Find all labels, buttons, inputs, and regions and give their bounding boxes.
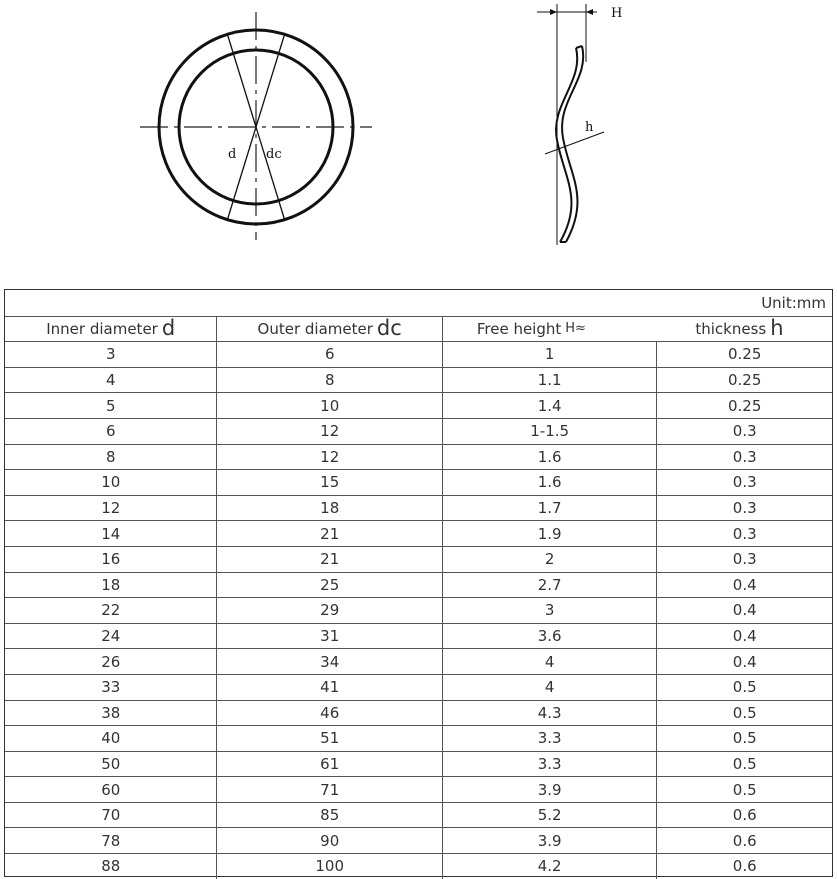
table-row: [5, 597, 832, 623]
table-row: [5, 367, 832, 393]
cell-inner-diameter: 8: [5, 445, 217, 470]
table-row: [5, 700, 832, 726]
cell-thickness: 0.5: [732, 703, 757, 722]
cell-thickness: 0.3: [732, 422, 757, 441]
table-row: [5, 495, 832, 521]
cell-thickness: 0.4: [732, 652, 757, 671]
cell-thickness: 0.6: [732, 806, 757, 825]
table-row: [5, 802, 832, 828]
cell-inner-diameter: 10: [5, 470, 217, 495]
unit-label: Unit:mm: [761, 293, 826, 312]
cell-inner-diameter: 22: [5, 598, 217, 623]
cell-outer-diameter: 34: [217, 649, 442, 674]
header-text: thickness: [695, 319, 767, 338]
cell-inner-diameter: 12: [5, 496, 217, 521]
technical-drawings: [0, 0, 837, 280]
table-body: [5, 341, 832, 878]
header-symbol: h: [770, 316, 784, 341]
cell-thickness: 0.4: [732, 627, 757, 646]
cell-outer-diameter: 90: [217, 828, 442, 853]
cell-free-height: 3: [443, 598, 657, 623]
cell-inner-diameter: 33: [5, 675, 217, 700]
cell-outer-diameter: 6: [217, 342, 442, 367]
cell-outer-diameter: 31: [217, 624, 442, 649]
cell-thickness: 0.3: [732, 524, 757, 543]
cell-inner-diameter: 88: [5, 854, 217, 879]
cell-thickness: 0.25: [728, 396, 762, 415]
header-free-height: [443, 317, 658, 342]
header-text: Free height: [476, 319, 562, 338]
label-d: d: [228, 147, 237, 162]
header-text: Inner diameter: [46, 319, 158, 338]
cell-thickness: 0.5: [732, 780, 757, 799]
header-text: Outer diameter: [257, 319, 373, 338]
cell-free-height: 2.7: [443, 573, 657, 598]
cell-inner-diameter: 40: [5, 726, 217, 751]
cell-outer-diameter: 21: [217, 521, 442, 546]
cell-thickness: 0.25: [728, 371, 762, 390]
cell-free-height: 4.3: [443, 701, 657, 726]
table-row: [5, 572, 832, 598]
header-symbol: H≈: [565, 321, 586, 337]
cell-free-height: 1.7: [443, 496, 657, 521]
cell-thickness: 0.6: [732, 831, 757, 850]
cell-outer-diameter: 46: [217, 701, 442, 726]
cell-thickness: 0.3: [732, 447, 757, 466]
cell-free-height: 4.2: [443, 854, 657, 879]
cell-inner-diameter: 60: [5, 777, 217, 802]
label-h: h: [585, 120, 594, 135]
cell-free-height: 1.1: [443, 368, 657, 393]
table-row: [5, 520, 832, 546]
table-row: [5, 341, 832, 367]
table-row: [5, 827, 832, 853]
cell-outer-diameter: 21: [217, 547, 442, 572]
table-row: [5, 392, 832, 418]
header-row: [5, 316, 832, 342]
table-row: [5, 444, 832, 470]
cell-free-height: 3.9: [443, 777, 657, 802]
table-row: [5, 674, 832, 700]
cell-outer-diameter: 100: [217, 854, 442, 879]
header-inner-diameter: [5, 317, 217, 342]
cell-thickness: 0.25: [728, 345, 762, 364]
table-row: [5, 623, 832, 649]
table-row: [5, 776, 832, 802]
table-row: [5, 853, 832, 879]
washer-side-view: [537, 4, 622, 245]
cell-free-height: 1-1.5: [443, 419, 657, 444]
cell-thickness: 0.3: [732, 550, 757, 569]
washer-top-view: [140, 12, 372, 240]
label-dc: dc: [266, 147, 282, 162]
table-row: [5, 418, 832, 444]
cell-free-height: 1.6: [443, 445, 657, 470]
cell-inner-diameter: 16: [5, 547, 217, 572]
cell-outer-diameter: 18: [217, 496, 442, 521]
cell-free-height: 1.6: [443, 470, 657, 495]
cell-outer-diameter: 12: [217, 419, 442, 444]
cell-thickness: 0.4: [732, 575, 757, 594]
label-H: H: [611, 6, 623, 21]
cell-outer-diameter: 8: [217, 368, 442, 393]
cell-free-height: 1.4: [443, 393, 657, 418]
cell-inner-diameter: 70: [5, 803, 217, 828]
spec-table: [4, 289, 833, 877]
cell-inner-diameter: 6: [5, 419, 217, 444]
cell-inner-diameter: 5: [5, 393, 217, 418]
cell-outer-diameter: 51: [217, 726, 442, 751]
cell-inner-diameter: 18: [5, 573, 217, 598]
cell-free-height: 3.3: [443, 726, 657, 751]
table-row: [5, 469, 832, 495]
cell-free-height: 3.6: [443, 624, 657, 649]
cell-thickness: 0.3: [732, 473, 757, 492]
table-row: [5, 725, 832, 751]
cell-free-height: 4: [443, 675, 657, 700]
cell-thickness: 0.6: [732, 857, 757, 876]
cell-thickness: 0.3: [732, 499, 757, 518]
cell-outer-diameter: 29: [217, 598, 442, 623]
cell-free-height: 3.9: [443, 828, 657, 853]
cell-inner-diameter: 78: [5, 828, 217, 853]
cell-inner-diameter: 38: [5, 701, 217, 726]
cell-outer-diameter: 25: [217, 573, 442, 598]
cell-free-height: 4: [443, 649, 657, 674]
cell-free-height: 1: [443, 342, 657, 367]
table-row: [5, 648, 832, 674]
cell-outer-diameter: 15: [217, 470, 442, 495]
cell-free-height: 2: [443, 547, 657, 572]
table-row: [5, 751, 832, 777]
cell-thickness: 0.4: [732, 601, 757, 620]
cell-free-height: 3.3: [443, 752, 657, 777]
cell-outer-diameter: 12: [217, 445, 442, 470]
cell-outer-diameter: 41: [217, 675, 442, 700]
cell-inner-diameter: 4: [5, 368, 217, 393]
cell-inner-diameter: 24: [5, 624, 217, 649]
cell-inner-diameter: 14: [5, 521, 217, 546]
header-outer-diameter: [217, 317, 442, 342]
cell-thickness: 0.5: [732, 729, 757, 748]
cell-free-height: 1.9: [443, 521, 657, 546]
cell-inner-diameter: 26: [5, 649, 217, 674]
cell-inner-diameter: 50: [5, 752, 217, 777]
header-symbol: d: [161, 316, 176, 341]
cell-thickness: 0.5: [732, 678, 757, 697]
unit-row: [5, 290, 832, 316]
cell-inner-diameter: 3: [5, 342, 217, 367]
cell-outer-diameter: 10: [217, 393, 442, 418]
cell-outer-diameter: 71: [217, 777, 442, 802]
cell-outer-diameter: 61: [217, 752, 442, 777]
header-symbol: dc: [376, 316, 402, 341]
header-thickness: [657, 317, 832, 342]
cell-outer-diameter: 85: [217, 803, 442, 828]
cell-thickness: 0.5: [732, 754, 757, 773]
cell-free-height: 5.2: [443, 803, 657, 828]
table-row: [5, 546, 832, 572]
